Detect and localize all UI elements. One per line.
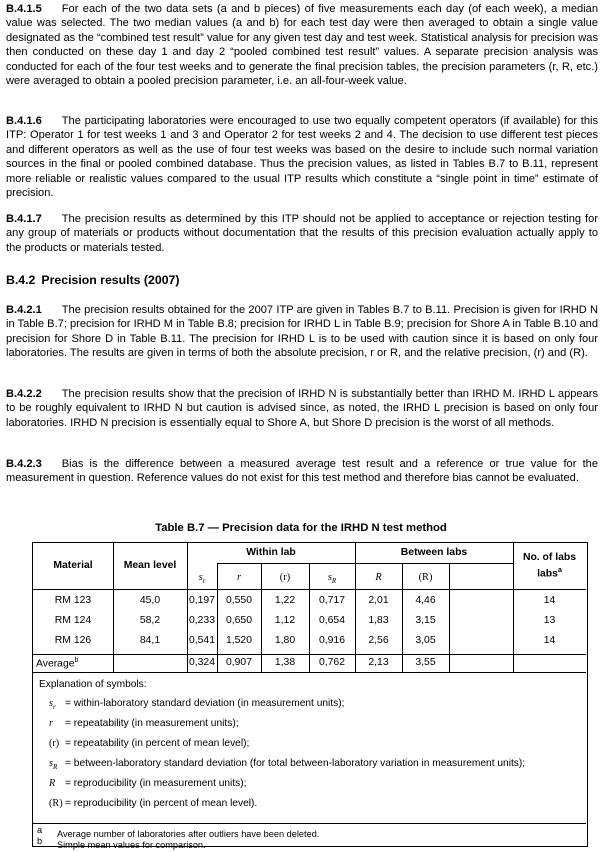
cell-rp: 1,22 bbox=[274, 595, 296, 606]
explanation-item: (R) = reproducibility (in percent of mean level). bbox=[49, 798, 258, 809]
cell-r: 1,520 bbox=[225, 635, 252, 646]
header-r: r bbox=[236, 572, 242, 583]
paragraph-text: The participating laboratories were encouraged to use two equally competent operators (if available) for this ITP: Operator 1 for test weeks 1 and 3 and Operator 2 for test weeks 2 and 4. The decision to use different test pieces and different operators as well as the use of four test weeks was based on the desire to include such normal variation sources in the final or pooled combined database. Thus the precision values, as listed in Tables B.7 to B.11, represent more reliable or realistic values compared to the usual ITP results which constitute a “single point in time” estimate of precision. bbox=[6, 115, 598, 200]
cell-rp: 1,80 bbox=[274, 635, 296, 646]
cell-rp: 1,38 bbox=[274, 657, 296, 668]
explanation-item: R = reproducibility (in measurement units); bbox=[49, 778, 247, 789]
cell-material: RM 126 bbox=[54, 635, 92, 646]
header-no-of-labs: No. of labs labs$^a$ bbox=[522, 552, 577, 580]
header-sR: $s_R$ bbox=[327, 572, 337, 586]
cell-r: 0,650 bbox=[225, 615, 252, 626]
header-R: R bbox=[375, 572, 382, 583]
explanation-item: (r) = repeatability (in percent of mean level); bbox=[49, 738, 250, 749]
header-r-percent: (r) bbox=[279, 572, 291, 583]
cell-Rp: 3,55 bbox=[415, 657, 436, 668]
table-caption: Table B.7 — Precision data for the IRHD N test method bbox=[155, 522, 447, 534]
cell-Rp: 3,05 bbox=[415, 635, 436, 646]
cell-r: 0,907 bbox=[225, 657, 252, 668]
paragraph-b417 bbox=[6, 212, 598, 255]
cell-material: RM 124 bbox=[54, 615, 92, 626]
footnote-text: Simple mean values for comparison. bbox=[57, 840, 206, 850]
precision-table bbox=[32, 542, 588, 850]
header-between-labs: Between labs bbox=[400, 547, 468, 558]
cell-R: 1,83 bbox=[368, 615, 389, 626]
explanation-item: $s_R$ = between-laboratory standard deviation (for total between-laboratory variation in measurement units); bbox=[49, 758, 526, 772]
header-material: Material bbox=[53, 560, 93, 571]
cell-material: RM 123 bbox=[54, 595, 92, 606]
section-heading bbox=[6, 273, 179, 287]
cell-labs: 14 bbox=[543, 595, 556, 606]
header-sr: $s_r$ bbox=[198, 572, 206, 586]
cell-mean: 84,1 bbox=[139, 635, 161, 646]
clause-number: B.4.1.6 bbox=[6, 115, 42, 127]
paragraph-b421 bbox=[6, 303, 598, 361]
cell-sR: 0,717 bbox=[318, 595, 345, 606]
cell-mean: 45,0 bbox=[139, 595, 161, 606]
explanation-item: $s_r$ = within-laboratory standard deviation (in measurement units); bbox=[49, 698, 345, 712]
paragraph-text: The precision results show that the precision of IRHD N is substantially better than IRHD M. IRHD L appears to be roughly equivalent to IRHD N but caution is advised since, as noted, the IRHD L precision is based on only four laboratories. IRHD N precision is essentially equal to Shore A, but Shore D precision is the worst of all methods. bbox=[6, 388, 598, 429]
footnote-text: Average number of laboratories after outliers have been deleted. bbox=[57, 829, 320, 839]
section-number: B.4.2 bbox=[6, 273, 36, 287]
cell-Rp: 3,15 bbox=[415, 615, 436, 626]
header-R-percent: (R) bbox=[418, 572, 433, 583]
cell-sR: 0,916 bbox=[318, 635, 345, 646]
cell-sR: 0,654 bbox=[318, 615, 345, 626]
paragraph-text: The precision results obtained for the 2007 ITP are given in Tables B.7 to B.11. Precision is given for IRHD N in Table B.7; precision for IRHD M in Table B.8; precision for IRHD L in Table B.9; precision for Shore A in Table B.10 and precision for Shore D in Table B.11. The precision for IRHD L is to be used with caution since it is based on only four laboratories. The results are given in terms of both the absolute precision, r or R, and the relative precision, (r) and (R). bbox=[6, 304, 598, 360]
cell-sr: 0,197 bbox=[188, 595, 215, 606]
paragraph-b415 bbox=[6, 2, 598, 88]
cell-sr: 0,324 bbox=[188, 657, 215, 668]
clause-number: B.4.2.1 bbox=[6, 304, 42, 316]
cell-r: 0,550 bbox=[225, 595, 252, 606]
cell-sr: 0,541 bbox=[188, 635, 215, 646]
cell-R: 2,13 bbox=[368, 657, 389, 668]
footnote-mark: b bbox=[37, 836, 43, 846]
cell-rp: 1,12 bbox=[274, 615, 296, 626]
cell-R: 2,01 bbox=[368, 595, 389, 606]
paragraph-b416 bbox=[6, 114, 598, 200]
cell-sr: 0,233 bbox=[188, 615, 215, 626]
paragraph-b423 bbox=[6, 457, 598, 486]
cell-labs: 14 bbox=[543, 635, 556, 646]
cell-average-label: Average$^b$ bbox=[36, 657, 79, 670]
section-title: Precision results (2007) bbox=[41, 273, 180, 287]
paragraph-b422 bbox=[6, 387, 598, 430]
clause-number: B.4.1.5 bbox=[6, 3, 42, 15]
explanation-title: Explanation of symbols: bbox=[39, 679, 147, 690]
header-mean-level: Mean level bbox=[123, 560, 177, 571]
paragraph-text: The precision results as determined by this ITP should not be applied to acceptance or rejection testing for any group of materials or products without documentation that the results of this precision evaluation actually apply to the products or materials tested. bbox=[6, 213, 598, 254]
footnote-mark: a bbox=[37, 825, 43, 835]
paragraph-text: For each of the two data sets (a and b pieces) of five measurements each day (of each week), a median value was selected. The two median values (a and b) for each test day were then averaged to obtain a single value designated as the “combined test result” value for any given test day and test week. Statistical analysis for precision was then conducted on these day 1 and day 2 “pooled combined test result” values. A separate precision analysis was conducted for each of the four test weeks and to generate the final precision tables, the precision parameters (r, R, etc.) were averaged to obtain a pooled precision parameter, i.e. an all-four-week value. bbox=[6, 3, 598, 88]
cell-Rp: 4,46 bbox=[415, 595, 436, 606]
clause-number: B.4.2.2 bbox=[6, 388, 42, 400]
paragraph-text: Bias is the difference between a measured average test result and a reference or true value for the measurement in question. Reference values do not exist for this test method and therefore bias cannot be evaluated. bbox=[6, 458, 598, 485]
explanation-item: r = repeatability (in measurement units); bbox=[49, 718, 239, 729]
header-within-lab: Within lab bbox=[246, 547, 296, 558]
cell-labs: 13 bbox=[543, 615, 556, 626]
clause-number: B.4.1.7 bbox=[6, 213, 42, 225]
clause-number: B.4.2.3 bbox=[6, 458, 42, 470]
cell-sR: 0,762 bbox=[318, 657, 345, 668]
cell-mean: 58,2 bbox=[139, 615, 161, 626]
cell-R: 2,56 bbox=[368, 635, 389, 646]
